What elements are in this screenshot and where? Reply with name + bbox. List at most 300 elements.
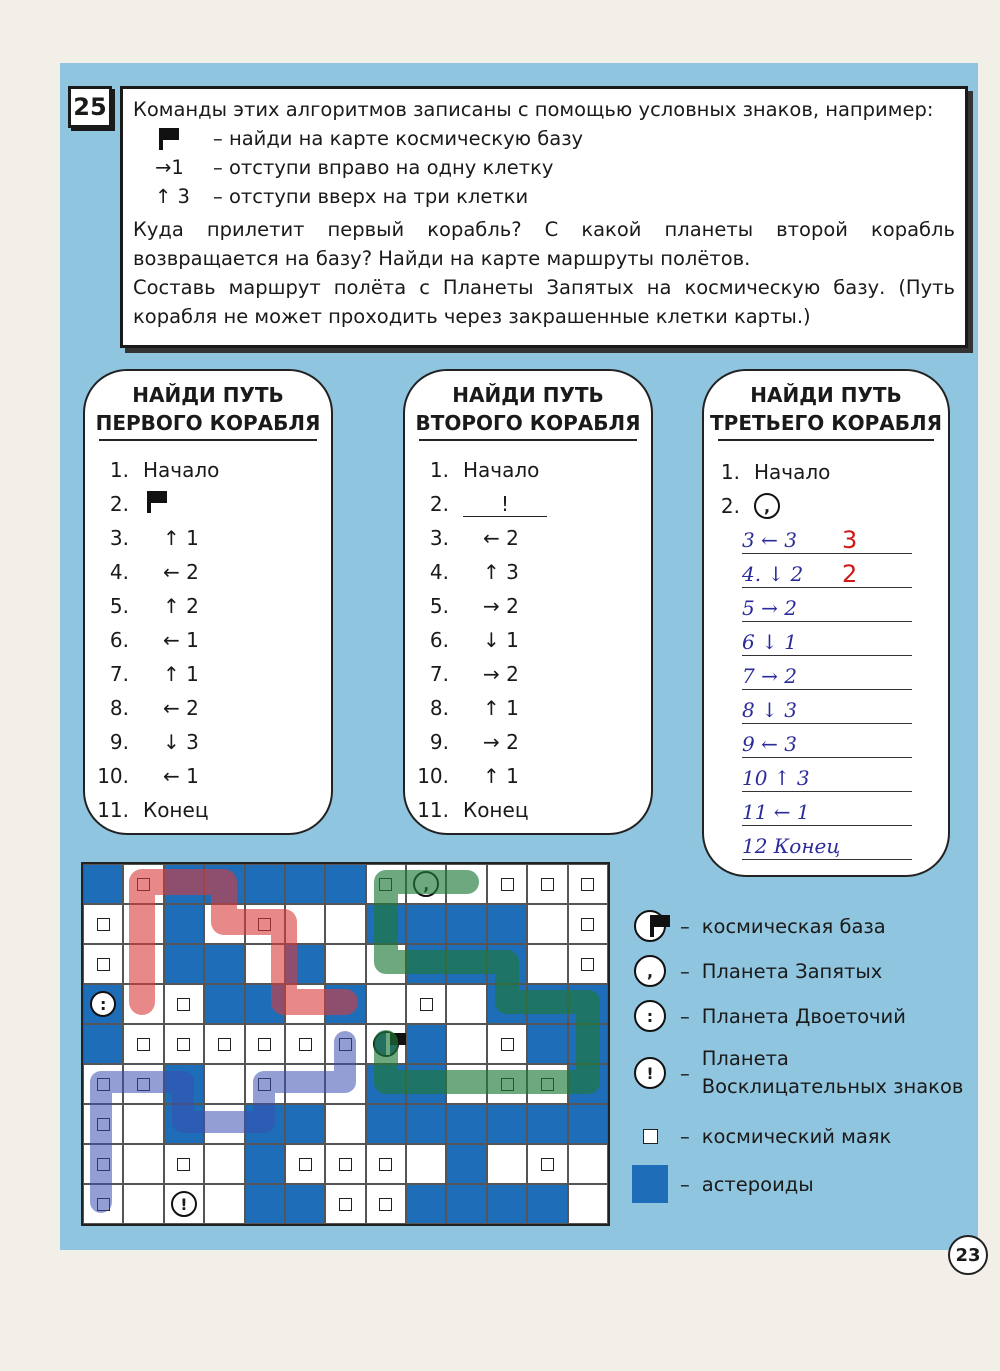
map-cell [527,1064,567,1104]
asteroid-cell [245,1104,285,1144]
task-text-box [120,86,968,348]
colon-planet-icon: : [634,1000,666,1032]
asteroid-cell [204,864,244,904]
map-cell [123,1064,163,1104]
step-row [405,759,651,793]
beacon-icon [581,918,594,931]
page-number: 23 [948,1235,988,1275]
step-number: 2. [429,492,449,516]
map-cell [204,1144,244,1184]
handwritten-row [704,693,948,727]
beacon-icon [218,1038,231,1051]
card-title-line1: НАЙДИ ПУТЬ [132,383,284,407]
map-cell [325,1184,365,1224]
step-number: 4. [429,560,449,584]
step-command [143,491,331,518]
step-command: Начало [463,458,540,482]
handwritten-step: 12 Конец [742,833,912,860]
step-command: ↑ 1 [483,696,519,720]
asteroid-cell [527,1184,567,1224]
asteroid-cell [446,1144,486,1184]
red-correction: 2 [842,560,858,588]
map-cell [446,864,486,904]
step-number: 10. [97,764,129,788]
asteroid-cell [568,1064,608,1104]
step-command: ← 2 [163,696,199,720]
asteroid-cell [83,864,123,904]
card-first-ship [83,369,333,835]
comma-planet-icon: , [634,955,666,987]
handwritten-row [704,523,948,557]
map-cell [83,984,123,1024]
asteroid-cell [406,1184,446,1224]
card-title-line2: ВТОРОГО КОРАБЛЯ [415,411,641,435]
legend-symbol [632,1000,668,1032]
step-row [405,725,651,759]
step-number: 6. [429,628,449,652]
step-command: ↑ 3 [483,560,519,584]
handwritten-step: 7 → 2 [742,663,912,690]
beacon-icon [97,1158,110,1171]
step-number: 5. [429,594,449,618]
task-question-1: Куда прилетит первый корабль? С какой планеты второй корабль возвращается на базу? Найди на карте маршруты полётов. [133,218,955,270]
asteroid-cell [446,1104,486,1144]
flag-icon [147,491,151,513]
asteroid-cell [527,984,567,1024]
asteroid-cell [245,1184,285,1224]
beacon-icon [299,1158,312,1171]
space-base-icon [373,1031,399,1057]
beacon-icon [177,998,190,1011]
map-cell [83,1104,123,1144]
step-command: ← 2 [483,526,519,550]
beacon-icon [541,878,554,891]
asteroid-cell [406,1104,446,1144]
asteroid-cell [366,904,406,944]
map-cell [204,1184,244,1224]
asteroid-cell [446,1184,486,1224]
asteroid-cell [325,984,365,1024]
example-text: – отступи вправо на одну клетку [213,156,554,179]
card-title-line1: НАЙДИ ПУТЬ [452,383,604,407]
example-row [133,182,955,211]
legend-dash: – [680,1061,690,1085]
asteroid-cell [487,984,527,1024]
asteroid-cell [245,1144,285,1184]
legend-text: космическая база [701,914,886,938]
step-row [85,453,331,487]
example-row [133,124,955,153]
step-command: ! [463,492,547,517]
map-cell [204,904,244,944]
step-number: 7. [109,662,129,686]
map-cell [487,864,527,904]
step-command: ↓ 1 [483,628,519,652]
handwritten-row [704,591,948,625]
step-command: ↑ 1 [483,764,519,788]
example-text: – отступи вверх на три клетки [213,185,529,208]
step-row [85,725,331,759]
task-question-2: Составь маршрут полёта с Планеты Запятых на космическую базу. (Путь корабля не может проходить через закрашенные клетки карты.) [133,276,955,328]
examples-list [133,124,955,211]
space-map [81,862,610,1226]
beacon-icon [339,1158,352,1171]
asteroid-cell [487,944,527,984]
legend-row [632,1125,891,1148]
step-number: 2. [720,494,740,518]
map-cell [366,984,406,1024]
step-number: 3. [109,526,129,550]
steps-list [405,453,651,827]
map-cell [164,984,204,1024]
beacon-icon [97,1118,110,1131]
map-cell [325,1104,365,1144]
map-cell [366,1184,406,1224]
map-cell [245,1024,285,1064]
map-cell [568,1184,608,1224]
step-command: ← 1 [163,628,199,652]
beacon-icon [137,1078,150,1091]
step-number: 11. [97,798,129,822]
legend-symbol [632,1057,668,1089]
beacon-icon [581,958,594,971]
map-cell [446,1064,486,1104]
beacon-icon [299,1038,312,1051]
map-cell [366,1144,406,1184]
asteroid-cell [245,984,285,1024]
map-cell [285,904,325,944]
legend-text: астероиды [701,1172,814,1196]
map-cell [527,904,567,944]
map-cell [123,984,163,1024]
beacon-icon [541,1158,554,1171]
handwritten-row [704,557,948,591]
step-row [405,657,651,691]
map-cell [123,1184,163,1224]
handwritten-step: 4. ↓ 2 [742,561,912,588]
asteroid-cell [487,904,527,944]
step-row [85,589,331,623]
step-row [405,555,651,589]
step-row [405,623,651,657]
asteroid-cell [568,1104,608,1144]
handwritten-row [704,795,948,829]
steps-list [85,453,331,827]
example-symbol [155,128,213,150]
beacon-icon [379,1198,392,1211]
flag-icon [650,915,654,937]
beacon-icon [501,1038,514,1051]
beacon-icon [501,878,514,891]
map-cell [123,1104,163,1144]
step-number: 6. [109,628,129,652]
map-cell [487,1064,527,1104]
step-command: → 2 [483,662,519,686]
map-cell [245,1064,285,1104]
step-command: Конец [463,798,529,822]
asteroid-cell [446,904,486,944]
example-symbol: →1 [155,156,184,179]
map-cell [164,1144,204,1184]
map-cell [527,864,567,904]
beacon-icon [541,1078,554,1091]
step-command: → 2 [483,594,519,618]
map-cell [527,944,567,984]
step-row [405,521,651,555]
comma-planet-icon: , [754,493,780,519]
beacon-icon [379,1158,392,1171]
card-title-line2: ПЕРВОГО КОРАБЛЯ [95,411,321,435]
asteroid-cell [83,1024,123,1064]
beacon-icon [581,878,594,891]
map-cell [325,1024,365,1064]
step-row [85,487,331,521]
asteroid-cell [568,1024,608,1064]
asteroid-cell [527,1104,567,1144]
example-row [133,153,955,182]
step-command: → 2 [483,730,519,754]
asteroid-cell [406,944,446,984]
map-cell [123,864,163,904]
legend-symbol [632,955,668,987]
handwritten-row [704,829,948,863]
map-cell [446,1024,486,1064]
legend-dash: – [680,1125,690,1148]
map-cell [406,984,446,1024]
map-cell [285,984,325,1024]
step-row [85,555,331,589]
step-number: 1. [720,460,740,484]
legend-row [632,1000,906,1032]
legend-text: Планета Запятых [701,959,883,983]
legend-dash: – [680,1172,690,1196]
step-command: ← 1 [163,764,199,788]
step-command: Начало [754,460,831,484]
asteroid-cell [285,864,325,904]
handwritten-step: 9 ← 3 [742,731,912,758]
map-cell [83,1064,123,1104]
step-number: 1. [109,458,129,482]
legend-symbol [632,1165,668,1203]
map-cell [83,1184,123,1224]
step-command: ↑ 1 [163,662,199,686]
comma-planet-icon: , [413,871,439,897]
map-cell [325,904,365,944]
step-command: Конец [143,798,209,822]
map-cell [285,1064,325,1104]
map-cell [366,1024,406,1064]
legend-text: космический маяк [701,1125,892,1148]
step-row [85,657,331,691]
legend-symbol [632,910,668,942]
map-cell [123,904,163,944]
example-text: – найди на карте космическую базу [213,127,584,150]
asteroid-cell [285,1104,325,1144]
step-number: 4. [109,560,129,584]
beacon-icon [258,918,271,931]
map-cell [325,944,365,984]
step-command: ← 2 [163,560,199,584]
map-cell [245,944,285,984]
step-row [85,623,331,657]
map-cell [83,1144,123,1184]
colon-planet-icon: : [90,991,116,1017]
map-cell [366,944,406,984]
card-title-line1: НАЙДИ ПУТЬ [750,383,902,407]
beacon-icon [97,1198,110,1211]
map-cell [527,1144,567,1184]
asteroid-cell [527,1024,567,1064]
legend-dash: – [680,959,690,983]
step-number: 3. [429,526,449,550]
asteroid-cell [487,1184,527,1224]
step-number: 8. [109,696,129,720]
map-cell [83,904,123,944]
map-cell [83,944,123,984]
beacon-icon [258,1078,271,1091]
map-cell [446,984,486,1024]
beacon-icon [177,1038,190,1051]
step-number: 9. [429,730,449,754]
beacon-icon [339,1038,352,1051]
map-cell [164,1184,204,1224]
space-base-icon [634,910,666,942]
handwritten-row [704,761,948,795]
beacon-icon [643,1129,658,1144]
asteroid-cell [366,1104,406,1144]
red-correction: 3 [842,526,858,554]
asteroid-cell [325,864,365,904]
asteroid-cell [164,1064,204,1104]
map-cell [568,904,608,944]
handwritten-row [704,659,948,693]
step-command: ↓ 3 [163,730,199,754]
step-command [754,493,948,519]
beacon-icon [379,878,392,891]
map-cell [204,1104,244,1144]
step-row [85,521,331,555]
step-number: 2. [109,492,129,516]
step-number: 7. [429,662,449,686]
map-cell [366,864,406,904]
step-number: 5. [109,594,129,618]
map-cell [406,1144,446,1184]
map-cell [406,864,446,904]
legend-row [632,1165,814,1203]
legend-dash: – [680,914,690,938]
step-row [405,589,651,623]
beacon-icon [97,958,110,971]
asteroid-cell [568,984,608,1024]
map-cell [123,944,163,984]
beacon-icon [137,1038,150,1051]
legend-row [632,1045,972,1101]
map-cell [325,1144,365,1184]
step-row [704,455,948,489]
beacon-icon [137,878,150,891]
map-cell [123,1144,163,1184]
step-number: 10. [417,764,449,788]
legend-symbol [632,1129,668,1144]
map-cell [285,1144,325,1184]
exclamation-planet-icon: ! [171,1191,197,1217]
asteroid-cell [366,1064,406,1104]
handwritten-row [704,625,948,659]
legend-row [632,910,886,942]
card-third-ship [702,369,950,877]
map-cell [568,944,608,984]
step-row [405,691,651,725]
beacon-icon [97,1078,110,1091]
flag-icon [159,128,163,150]
asteroid-cell [285,944,325,984]
legend-text: Планета Восклицательных знаков [701,1047,964,1098]
step-command: ↑ 2 [163,594,199,618]
asteroid-cell [285,1184,325,1224]
beacon-icon [97,918,110,931]
asteroid-cell [406,904,446,944]
beacon-icon [258,1038,271,1051]
asteroid-cell [245,864,285,904]
card-title-line2: ТРЕТЬЕГО КОРАБЛЯ [710,411,942,435]
flag-icon [386,1033,390,1055]
map-cell [568,1144,608,1184]
card-second-ship [403,369,653,835]
handwritten-step: 10 ↑ 3 [742,765,912,792]
step-row [85,759,331,793]
legend-text: Планета Двоеточий [701,1004,906,1028]
map-cell [487,1024,527,1064]
map-cell [568,864,608,904]
beacon-icon [420,998,433,1011]
step-number: 11. [417,798,449,822]
task-intro: Команды этих алгоритмов записаны с помощью условных знаков, например: [133,98,934,121]
asteroid-cell [487,1104,527,1144]
step-row [405,793,651,827]
map-cell [204,1024,244,1064]
map-cell [123,1024,163,1064]
beacon-icon [501,1078,514,1091]
asteroid-cell [406,1024,446,1064]
asteroid-cell [446,944,486,984]
step-row [405,487,651,521]
step-row [704,489,948,523]
exclamation-planet-icon: ! [634,1057,666,1089]
asteroid-cell [164,1104,204,1144]
asteroid-cell [164,864,204,904]
handwritten-step: 6 ↓ 1 [742,629,912,656]
asteroid-cell [406,1064,446,1104]
map-cell [285,1024,325,1064]
asteroid-cell [204,984,244,1024]
asteroid-cell [164,904,204,944]
beacon-icon [339,1198,352,1211]
step-command: Начало [143,458,220,482]
handwritten-step: 8 ↓ 3 [742,697,912,724]
map-cell [204,1064,244,1104]
step-number: 1. [429,458,449,482]
map-cell [325,1064,365,1104]
legend-row [632,955,882,987]
beacon-icon [177,1158,190,1171]
handwritten-row [704,727,948,761]
step-command: ↑ 1 [163,526,199,550]
handwritten-step: 11 ← 1 [742,799,912,826]
asteroid-cell [204,944,244,984]
step-row [405,453,651,487]
handwritten-step: 5 → 2 [742,595,912,622]
legend-dash: – [680,1004,690,1028]
